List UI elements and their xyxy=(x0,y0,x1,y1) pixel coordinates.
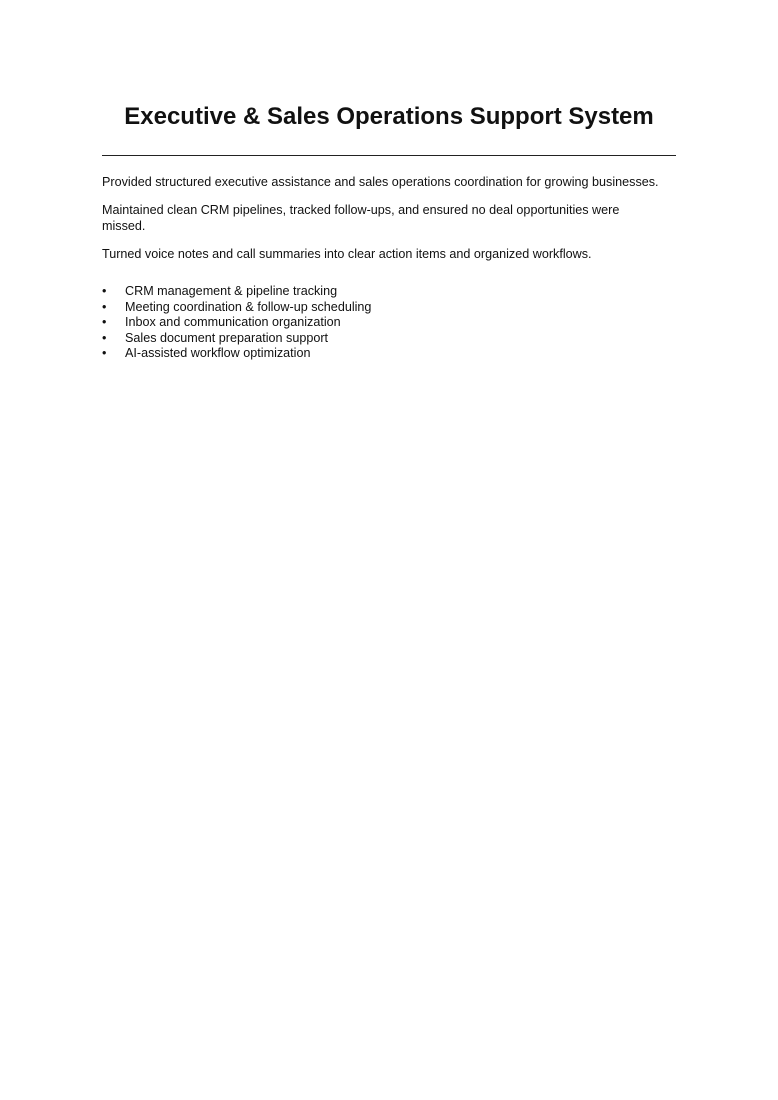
bullet-icon: • xyxy=(102,299,107,314)
list-item-text: Inbox and communication organization xyxy=(125,315,341,330)
list-item xyxy=(102,284,662,300)
bullet-icon: • xyxy=(102,346,107,361)
bullet-icon: • xyxy=(102,315,107,330)
document-body xyxy=(102,174,662,362)
list-item-text: CRM management & pipeline tracking xyxy=(125,284,338,298)
paragraph: Turned voice notes and call summaries into clear action items and organized workflows. xyxy=(102,247,592,261)
list-item xyxy=(102,300,662,316)
list-item-text: Meeting coordination & follow-up scheduling xyxy=(125,299,372,314)
list-item xyxy=(102,346,662,362)
list-item xyxy=(102,331,662,347)
services-list xyxy=(102,284,662,362)
bullet-icon: • xyxy=(102,330,107,345)
list-item xyxy=(102,315,662,331)
list-item-text: Sales document preparation support xyxy=(125,330,329,345)
bullet-icon: • xyxy=(102,284,107,298)
document-title: Executive & Sales Operations Support System xyxy=(124,103,654,130)
title-divider xyxy=(102,155,676,156)
paragraph: Provided structured executive assistance and sales operations coordination for growing businesses. xyxy=(102,175,659,189)
paragraph: Maintained clean CRM pipelines, tracked follow-ups, and ensured no deal opportunities were missed. xyxy=(102,203,620,233)
list-item-text: AI-assisted workflow optimization xyxy=(125,346,311,361)
